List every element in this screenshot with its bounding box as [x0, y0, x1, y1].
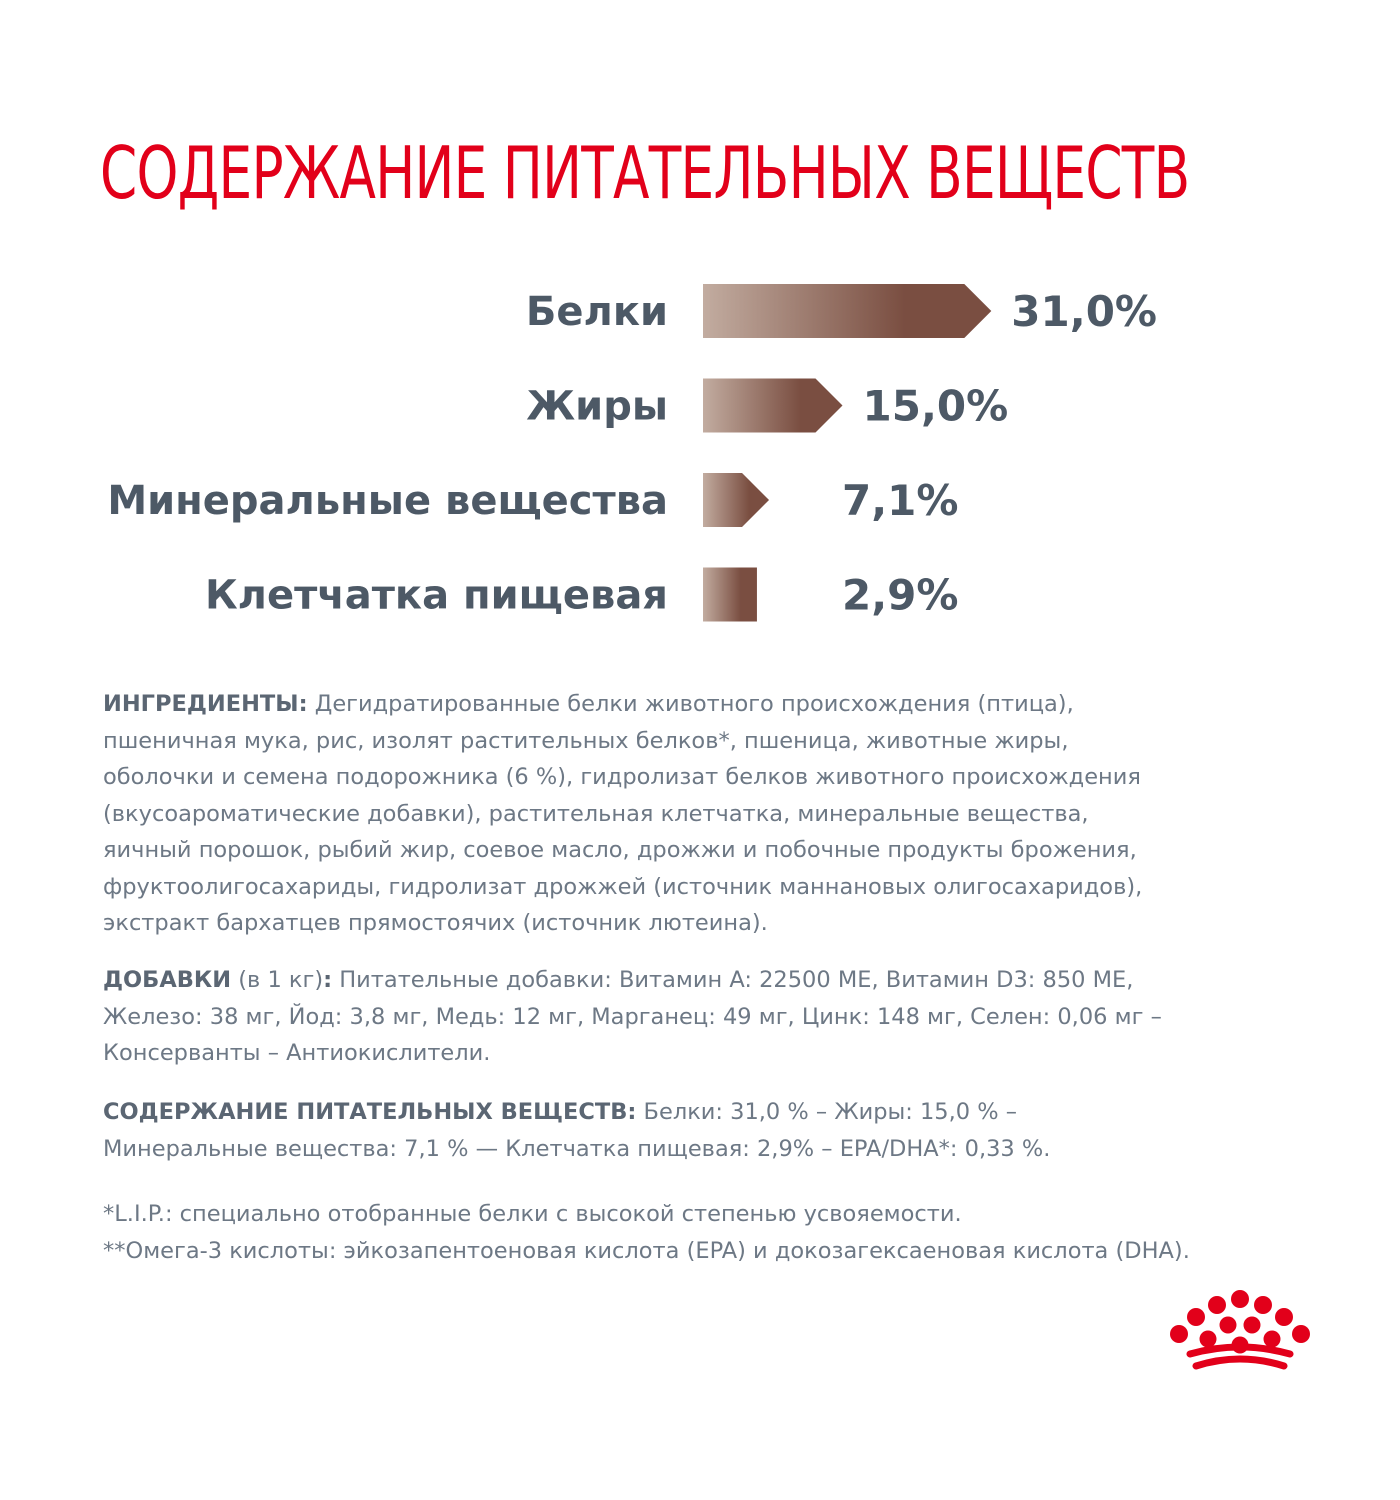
additives-label: ДОБАВКИ [103, 967, 232, 993]
bar-1 [703, 284, 991, 338]
nutrients-paragraph [103, 1094, 1343, 1167]
ingredients-line-2: пшеничная мука, рис, изолят растительных белков*, пшеница, животные жиры, [103, 727, 1069, 754]
ingredients-line-5: яичный порошок, рыбий жир, соевое масло, дрожжи и побочные продукты брожения, [103, 837, 1137, 863]
value-label-3: 7,1% [842, 476, 959, 525]
value-label-1: 31,0% [1011, 287, 1158, 336]
ingredients-paragraph [103, 686, 1343, 942]
bar-3 [703, 473, 769, 527]
category-label-2: Жиры [526, 383, 668, 430]
ingredients-label: ИНГРЕДИЕНТЫ: [103, 691, 308, 717]
additives-line-2: Железо: 38 мг, Йод: 3,8 мг, Медь: 12 мг, Марганец: 49 мг, Цинк: 148 мг, Селен: 0,06 мг – [103, 1003, 1162, 1030]
category-label-4: Клетчатка пищевая [204, 572, 668, 619]
ingredients-line-1: Дегидратированные белки животного происхождения (птица), [314, 691, 1074, 717]
nutrients-line-2: Минеральные вещества: 7,1 % — Клетчатка пищевая: 2,9% – EPA/DHA*: 0,33 %. [103, 1135, 1051, 1162]
ingredients-line-7: экстракт бархатцев прямостоячих (источник лютеина). [103, 910, 768, 936]
bar-2 [703, 379, 843, 433]
nutrient-bar-chart [0, 0, 1400, 660]
nutrients-line-1: Белки: 31,0 % – Жиры: 15,0 % – [636, 1099, 1018, 1125]
ingredients-line-6: фруктоолигосахариды, гидролизат дрожжей (источник маннановых олигосахаридов), [103, 873, 1143, 900]
ingredients-line-4: (вкусоароматические добавки), растительная клетчатка, минеральные вещества, [103, 800, 1089, 827]
ingredients-line-3: оболочки и семена подорожника (6 %), гидролизат белков животного происхождения [103, 764, 1141, 790]
page-title: СОДЕРЖАНИЕ ПИТАТЕЛЬНЫХ ВЕЩЕСТВ [100, 131, 1190, 215]
additives-qualifier: (в 1 кг) [231, 967, 324, 993]
additives-line-3: Консерванты – Антиокислители. [103, 1040, 491, 1066]
additives-colon: : [323, 967, 333, 993]
value-label-2: 15,0% [862, 381, 1009, 431]
additives-line-1: Питательные добавки: Витамин A: 22500 МЕ, Витамин D3: 850 МЕ, [332, 967, 1134, 993]
bar-4 [703, 568, 757, 622]
category-label-3: Минеральные вещества [107, 478, 668, 524]
nutrients-label: СОДЕРЖАНИЕ ПИТАТЕЛЬНЫХ ВЕЩЕСТВ: [103, 1099, 637, 1125]
footnotes [103, 1196, 1343, 1269]
crown-icon [1160, 1288, 1320, 1378]
value-label-4: 2,9% [842, 570, 959, 620]
footnote-omega: **Омега-3 кислоты: эйкозапентоеновая кислота (EPA) и докозагексаеновая кислота (DHA). [103, 1237, 1190, 1264]
additives-paragraph [103, 962, 1343, 1072]
footnote-lip: *L.I.P.: специально отобранные белки с высокой степенью усвояемости. [103, 1201, 962, 1227]
category-label-1: Белки [525, 289, 668, 335]
